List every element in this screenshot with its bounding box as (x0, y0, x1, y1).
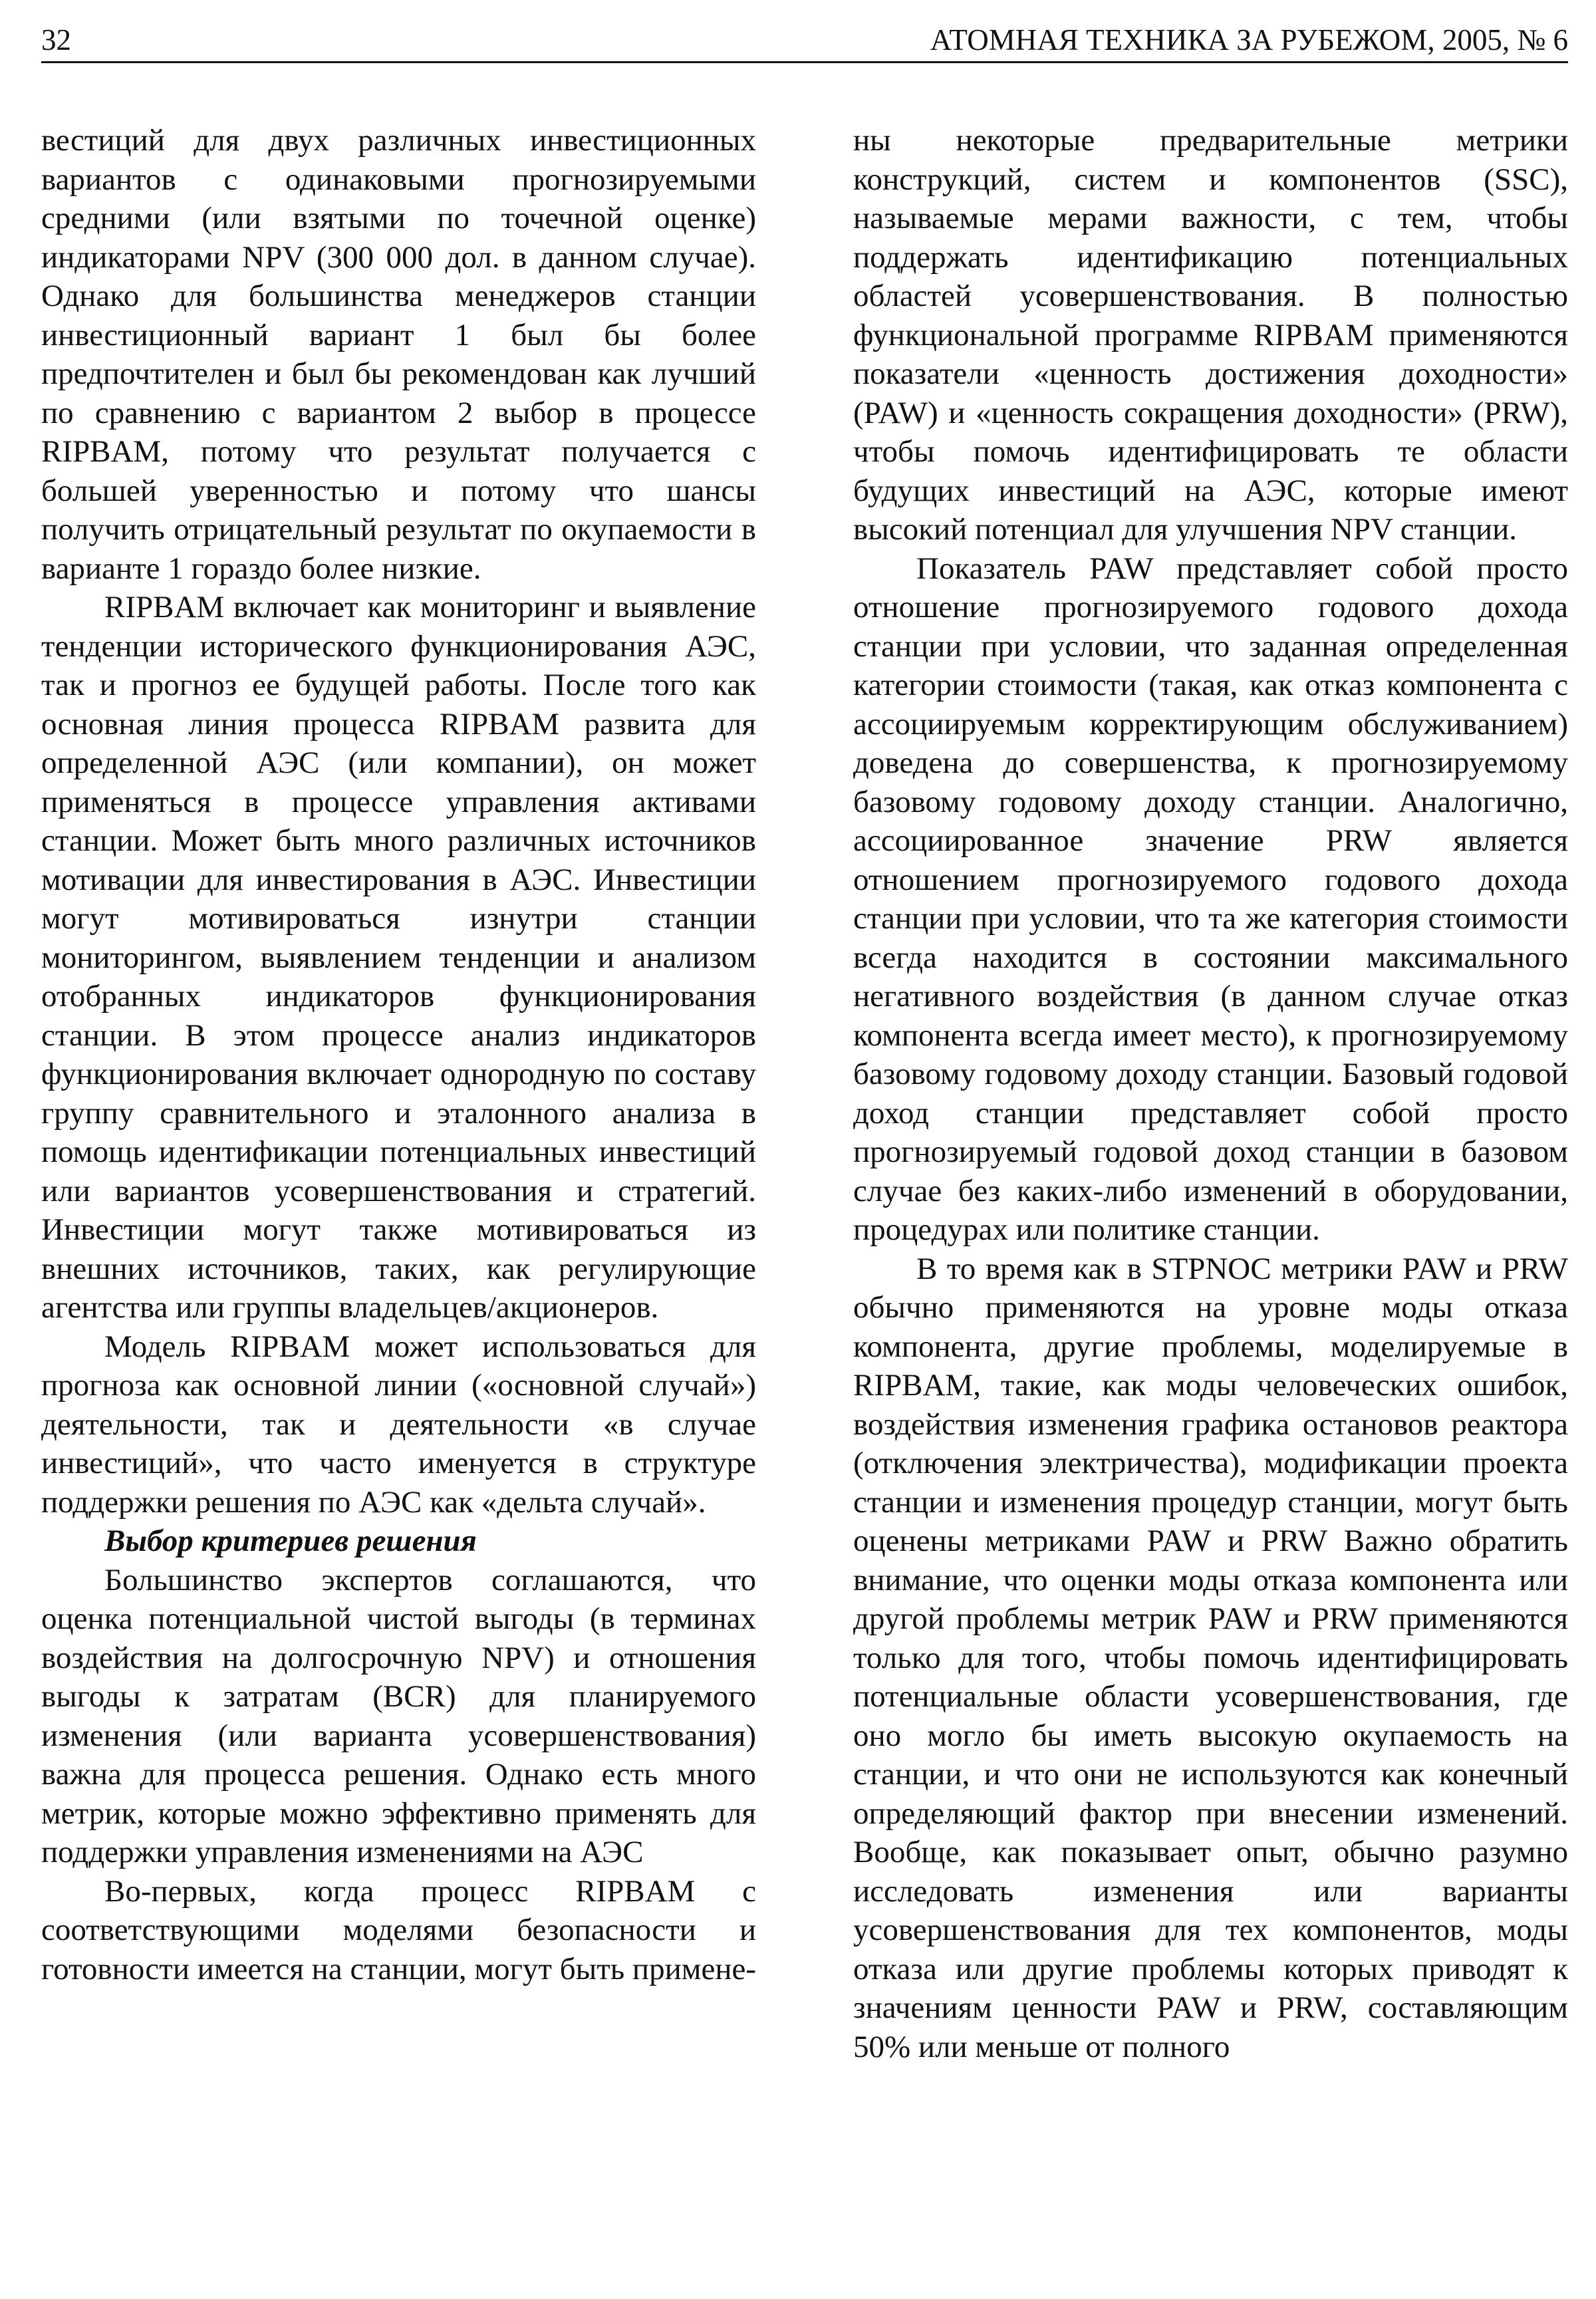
left-paragraph-4: Большинство экспертов соглашаются, что оценка потенциальной чистой выгоды (в терминах воздействия на долгосрочную NPV) и отношения выгоды к затратам (BCR) для планируемого изменения (или варианта усовершенствования) важна для процесса решения. Однако есть много метрик, которые можно эффективно применять для поддержки управления изменениями на АЭС (41, 1562, 756, 1869)
right-paragraph-3: В то время как в STPNOC метрики PAW и PRW обычно применяются на уровне моды отказа компонента, другие проблемы, моделируемые в RIPBAM, такие, как моды человеческих ошибок, воздействия изменения графика остановов реактора (отключения электричества), модификации проекта станции и изменения процедур станции, могут быть оценены метриками PAW и PRW Важно обратить внимание, что оценки моды отказа компонента или другой проблемы метрик PAW и PRW применяются только для того, чтобы помочь идентифицировать потенциальные области усовершенствования, где оно могло бы иметь высокую окупаемость на станции, и что они не используются как конечный определяющий фактор при внесении изменений. Вообще, как показывает опыт, обычно разумно исследовать изменения или варианты усовершенствования для тех компонентов, моды отказа или другие проблемы которых приводят к значениям ценности PAW и PRW, составляющим 50% или меньше от полного (853, 1251, 1568, 2064)
page-number: 32 (41, 23, 71, 57)
left-paragraph-5: Во-первых, когда процесс RIPBAM с соответствующими моделями безопасности и готовности имеется на станции, могут быть примене- (41, 1873, 756, 1986)
right-column (853, 121, 1568, 2066)
left-paragraph-3: Модель RIPBAM может использоваться для прогноза как основной линии («основной случай») деятельности, так и деятельности «в случае инвестиций», что часто именуется в структуре поддержки решения по АЭС как «дельта случай». (41, 1329, 756, 1520)
left-paragraph-1: вестиций для двух различных инвестиционных вариантов с одинаковыми прогнозируемыми средними (или взятыми по точечной оценке) индикаторами NPV (300 000 дол. в данном случае). Однако для большинства менеджеров станции инвестиционный вариант 1 был бы более предпочтителен и был бы рекомендован как лучший по сравнению с вариантом 2 выбор в процессе RIPBAM, потому что результат получается с большей уверенностью и потому что шансы получить отрицательный результат по окупаемости в варианте 1 гораздо более низкие. (41, 123, 756, 586)
header-rule (41, 61, 1568, 63)
section-heading: Выбор критериев решения (104, 1524, 477, 1558)
left-column (41, 121, 756, 1988)
page-header (41, 21, 1568, 59)
right-paragraph-2: Показатель PAW представляет собой просто отношение прогнозируемого годового дохода станции при условии, что заданная определенная категории стоимости (такая, как отказ компонента с ассоциируемым корректирующим обслуживанием) доведена до совершенства, к прогнозируемому базовому годовому доходу станции. Аналогично, ассоциированное значение PRW является отношением прогнозируемого годового дохода станции при условии, что та же категория стоимости всегда находится в состоянии максимального негативного воздействия (в данном случае отказ компонента всегда имеет место), к прогнозируемому базовому годовому доходу станции. Базовый годовой доход станции представляет собой просто прогнозируемый годовой доход станции в базовом случае без каких-либо изменений в оборудовании, процедурах или политике станции. (853, 551, 1568, 1247)
left-paragraph-2: RIPBAM включает как мониторинг и выявление тенденции исторического функционирования АЭС, так и прогноз ее будущей работы. После того как основная линия процесса RIPBAM развита для определенной АЭС (или компании), он может применяться в процессе управления активами станции. Может быть много различных источников мотивации для инвестирования в АЭС. Инвестиции могут мотивироваться изнутри станции мониторингом, выявлением тенденции и анализом отобранных индикаторов функционирования станции. В этом процессе анализ индикаторов функционирования включает однородную по составу группу сравнительного и эталонного анализа в помощь идентификации потенциальных инвестиций или вариантов усовершенствования и стратегий. Инвестиции могут также мотивироваться из внешних источников, таких, как регулирующие агентства или группы владельцев/акционеров. (41, 590, 756, 1325)
right-paragraph-1: ны некоторые предварительные метрики конструкций, систем и компонентов (SSC), называемые мерами важности, с тем, чтобы поддержать идентификацию потенциальных областей усовершенствования. В полностью функциональной программе RIPBAM применяются показатели «ценность достижения доходности» (PAW) и «ценность сокращения доходности» (PRW), чтобы помочь идентифицировать те области будущих инвестиций на АЭС, которые имеют высокий потенциал для улучшения NPV станции. (853, 123, 1568, 547)
running-title: АТОМНАЯ ТЕХНИКА ЗА РУБЕЖОМ, 2005, № 6 (930, 23, 1568, 57)
